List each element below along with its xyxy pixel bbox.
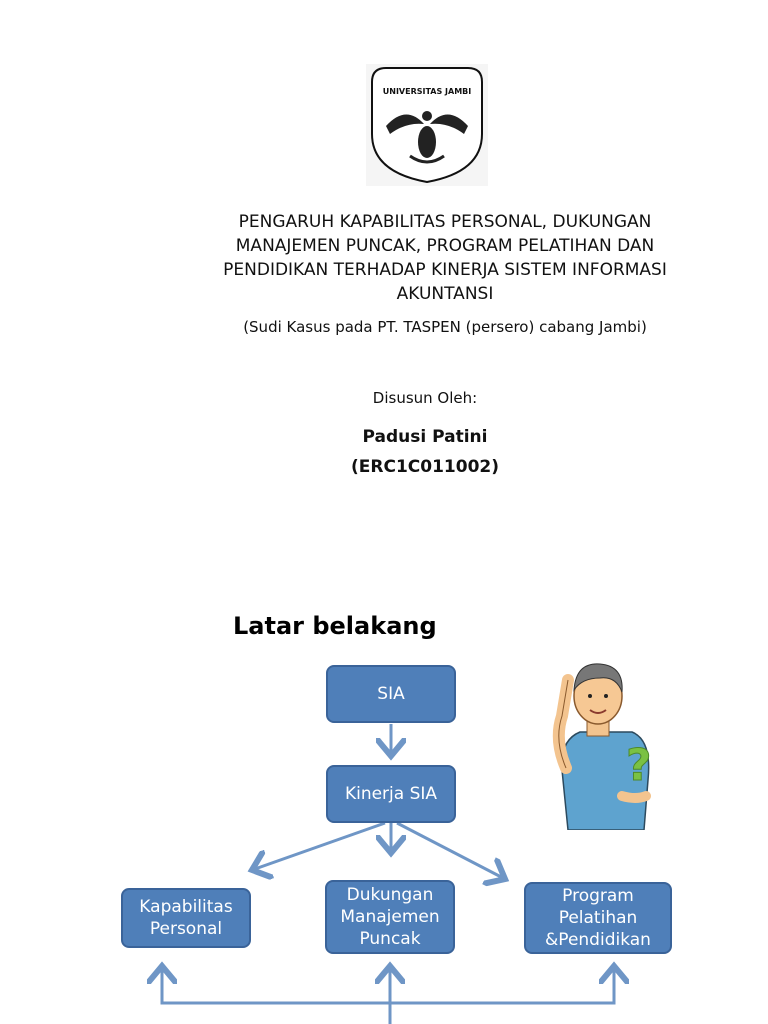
arrow-kinerja-program	[397, 823, 505, 879]
svg-text:UNIVERSITAS JAMBI: UNIVERSITAS JAMBI	[382, 87, 472, 96]
thinking-person-illustration	[540, 650, 670, 830]
box-kinerja-sia: Kinerja SIA	[326, 765, 456, 823]
section-title: Latar belakang	[233, 612, 437, 640]
box-dukungan-manajemen: Dukungan Manajemen Puncak	[325, 880, 455, 954]
author-name: Padusi Patini	[362, 427, 488, 447]
box-program-pelatihan: Program Pelatihan &Pendidikan	[524, 882, 672, 954]
feedback-line	[162, 968, 614, 1003]
box-kapabilitas-personal: Kapabilitas Personal	[121, 888, 251, 948]
box-sia: SIA	[326, 665, 456, 723]
document-title: PENGARUH KAPABILITAS PERSONAL, DUKUNGAN MANAJEMEN PUNCAK, PROGRAM PELATIHAN DAN PENDIDIKAN TERHADAP KINERJA SISTEM INFORMASI AKUNTANSI	[223, 212, 667, 304]
arrow-kinerja-kapabilitas	[252, 823, 385, 870]
svg-text:?: ?	[626, 740, 652, 791]
author-id: (ERC1C011002)	[351, 457, 499, 477]
document-subtitle: (Sudi Kasus pada PT. TASPEN (persero) cabang Jambi)	[243, 318, 647, 336]
university-logo	[366, 64, 488, 186]
author-label: Disusun Oleh:	[372, 389, 478, 407]
